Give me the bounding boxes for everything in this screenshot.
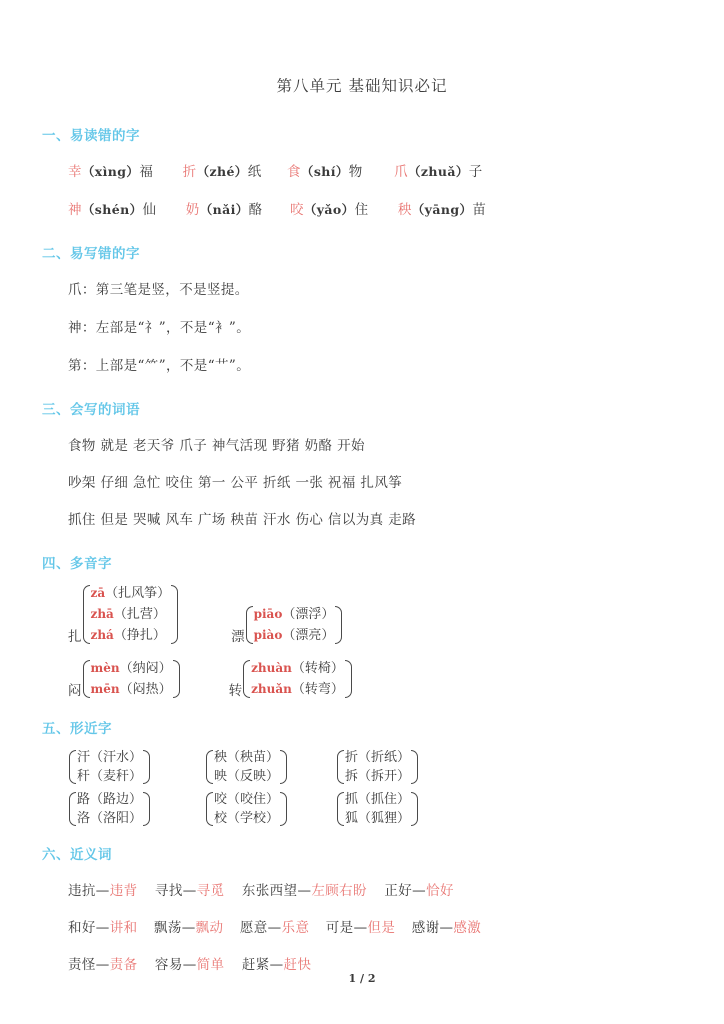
right-brace-icon — [412, 789, 419, 829]
word: （转椅） — [291, 661, 344, 676]
word: （纳闷） — [119, 661, 172, 676]
hanzi: 秧 — [397, 202, 412, 218]
head-char: 扎 — [68, 629, 82, 645]
word-synonym: 简单 — [196, 957, 225, 973]
section-yi-xie-cuo-de-zi — [0, 242, 724, 374]
entry-list — [75, 789, 144, 829]
word-tail: 物 — [348, 164, 363, 180]
right-brace-icon — [172, 582, 179, 647]
xingjinzi-group — [205, 747, 288, 787]
section-xing-jin-zi — [0, 717, 724, 829]
right-brace-icon — [144, 789, 151, 829]
xingjinzi-row — [0, 747, 724, 787]
left-brace-icon — [245, 603, 252, 647]
left-brace-icon — [82, 582, 89, 647]
word: （挣扎） — [113, 628, 166, 643]
entry-list — [75, 747, 144, 787]
head-char: 闷 — [68, 683, 82, 699]
vocab-line: 食物 就是 老天爷 爪子 神气活现 野猪 奶酪 开始 — [68, 438, 365, 454]
word-tail: 纸 — [247, 164, 262, 180]
hanzi: 爪 — [394, 164, 409, 180]
word: （转弯） — [291, 682, 344, 697]
word: （扎风筝） — [105, 586, 171, 601]
entry-list — [212, 747, 281, 787]
left-brace-icon — [205, 789, 212, 829]
right-brace-icon — [281, 789, 288, 829]
xingjinzi-group — [205, 789, 288, 829]
word-synonym: 但是 — [367, 920, 396, 936]
entry — [254, 604, 335, 625]
word-tail: 子 — [468, 164, 483, 180]
duoyinzi-group-piao — [231, 603, 343, 647]
hanzi: 奶 — [185, 202, 200, 218]
pinyin: （xìng） — [81, 164, 140, 179]
duoyinzi-group-zhuan — [229, 657, 353, 701]
entry-list — [89, 657, 174, 701]
pinyin: （shí） — [300, 164, 349, 179]
pinyin: （zhuǎ） — [408, 164, 469, 179]
word-tail: 住 — [354, 202, 369, 218]
pinyin-row — [0, 160, 724, 180]
section-heading-1: 一、易读错的字 — [42, 128, 140, 144]
xingjinzi-row — [0, 789, 724, 829]
hanzi: 食 — [287, 164, 301, 180]
pinyin-row — [0, 198, 724, 218]
word-tail: 酪 — [248, 202, 263, 218]
duoyinzi-group-zha — [68, 582, 179, 647]
word-synonym: 寻觅 — [196, 883, 225, 899]
left-brace-icon — [82, 657, 89, 701]
right-brace-icon — [346, 657, 353, 701]
vocab-line: 抓住 但是 哭喊 风车 广场 秧苗 汗水 伤心 信以为真 走路 — [68, 512, 417, 528]
word-synonym: 违背 — [109, 883, 138, 899]
left-brace-icon — [242, 657, 249, 701]
word-synonym: 左顾右盼 — [311, 883, 367, 899]
entry: 校（学校） — [214, 811, 280, 826]
pinyin: mēn — [90, 682, 120, 696]
entry-list — [249, 657, 346, 701]
word-base: 和好— — [68, 920, 110, 936]
pinyin: zhā — [90, 607, 114, 621]
duoyinzi-group-men — [68, 657, 181, 701]
word-tail: 仙 — [142, 202, 157, 218]
hanzi: 咬 — [289, 202, 304, 218]
entry — [91, 625, 171, 646]
word: （漂亮） — [282, 628, 335, 643]
entry-list — [343, 747, 412, 787]
entry — [91, 583, 171, 604]
entry — [91, 604, 171, 625]
entry-list — [212, 789, 281, 829]
left-brace-icon — [68, 789, 75, 829]
entry: 折（折纸） — [345, 750, 411, 765]
right-brace-icon — [281, 747, 288, 787]
left-brace-icon — [336, 747, 343, 787]
word: （闷热） — [119, 682, 172, 697]
word-synonym: 乐意 — [281, 920, 310, 936]
note-line: 第：上部是“⺮”，不是“艹”。 — [68, 358, 251, 374]
note-line: 爪：第三笔是竖，不是竖提。 — [68, 282, 249, 298]
entry: 洛（洛阳） — [77, 811, 143, 826]
xingjinzi-group — [336, 747, 419, 787]
entry — [251, 679, 344, 700]
left-brace-icon — [68, 747, 75, 787]
entry: 路（路边） — [77, 792, 143, 807]
section-heading-2: 二、易写错的字 — [42, 246, 140, 262]
vocab-line: 吵架 仔细 急忙 咬住 第一 公平 折纸 一张 祝福 扎风筝 — [68, 475, 403, 491]
hanzi: 折 — [182, 164, 197, 180]
word-base: 正好— — [384, 883, 427, 899]
pinyin: piào — [253, 628, 283, 642]
word-base: 感谢— — [411, 920, 454, 936]
synonym-row — [0, 879, 724, 899]
section-jin-yi-ci — [0, 843, 724, 973]
pinyin: （yāng） — [411, 202, 473, 217]
entry: 抓（抓住） — [345, 792, 411, 807]
right-brace-icon — [336, 603, 343, 647]
entry-list — [343, 789, 412, 829]
word-base: 责怪— — [68, 957, 110, 973]
synonym-row — [0, 953, 724, 973]
word-synonym: 飘动 — [195, 920, 224, 936]
right-brace-icon — [144, 747, 151, 787]
section-heading-4: 四、多音字 — [42, 556, 112, 572]
word-base: 寻找— — [154, 883, 197, 899]
section-heading-6: 六、近义词 — [42, 847, 112, 863]
page-number: 1 / 2 — [348, 972, 376, 985]
synonym-row — [0, 916, 724, 936]
entry-list — [89, 582, 173, 647]
word-synonym: 恰好 — [426, 883, 454, 899]
pinyin: （yǎo） — [303, 202, 355, 217]
section-heading-3: 三、会写的词语 — [42, 402, 140, 418]
duoyinzi-row — [0, 582, 724, 647]
pinyin: （nǎi） — [199, 202, 249, 217]
note-line: 神：左部是“礻”，不是“衤”。 — [68, 320, 251, 336]
word-base: 飘荡— — [153, 920, 196, 936]
head-char: 漂 — [231, 629, 245, 645]
word-base: 可是— — [325, 920, 368, 936]
entry: 汗（汗水） — [77, 750, 143, 765]
entry: 秆（麦秆） — [77, 769, 143, 784]
entry: 秧（秧苗） — [214, 750, 280, 765]
word-base: 赶紧— — [241, 957, 284, 973]
xingjinzi-group — [68, 747, 151, 787]
right-brace-icon — [412, 747, 419, 787]
word-base: 东张西望— — [241, 883, 312, 899]
word-synonym: 赶快 — [283, 957, 312, 973]
entry — [254, 625, 335, 646]
word-base: 愿意— — [239, 920, 282, 936]
entry — [91, 679, 172, 700]
pinyin: zhuàn — [251, 661, 292, 675]
word: （漂浮） — [282, 607, 335, 622]
pinyin: piāo — [253, 607, 283, 621]
word-base: 违抗— — [68, 883, 110, 899]
xingjinzi-group — [68, 789, 151, 829]
word-synonym: 感激 — [453, 920, 482, 936]
entry-list — [252, 603, 337, 647]
page-title: 第八单元 基础知识必记 — [276, 77, 448, 95]
entry: 拆（拆开） — [345, 769, 411, 784]
pinyin: （shén） — [81, 202, 143, 217]
duoyinzi-row — [0, 657, 724, 701]
word-tail: 苗 — [472, 202, 487, 218]
pinyin: zhuǎn — [251, 682, 292, 696]
entry — [251, 658, 344, 679]
word-synonym: 责备 — [109, 957, 138, 973]
section-yi-du-cuo-de-zi — [0, 124, 724, 218]
word: （扎营） — [113, 607, 166, 622]
pinyin: mèn — [90, 661, 120, 675]
entry: 咬（咬住） — [214, 792, 280, 807]
entry: 映（反映） — [214, 769, 280, 784]
word-base: 容易— — [154, 957, 197, 973]
section-heading-5: 五、形近字 — [42, 721, 112, 737]
xingjinzi-group — [336, 789, 419, 829]
pinyin: zā — [90, 586, 106, 600]
left-brace-icon — [205, 747, 212, 787]
left-brace-icon — [336, 789, 343, 829]
pinyin: （zhé） — [196, 164, 248, 179]
hanzi: 神 — [68, 202, 82, 218]
hanzi: 幸 — [68, 164, 82, 180]
word-tail: 福 — [139, 164, 154, 180]
section-duo-yin-zi — [0, 552, 724, 701]
entry — [91, 658, 172, 679]
right-brace-icon — [174, 657, 181, 701]
pinyin: zhá — [90, 628, 114, 642]
section-hui-xie-de-ciyu — [0, 398, 724, 528]
word-synonym: 讲和 — [109, 920, 138, 936]
entry: 狐（狐狸） — [345, 811, 411, 826]
head-char: 转 — [228, 683, 243, 699]
